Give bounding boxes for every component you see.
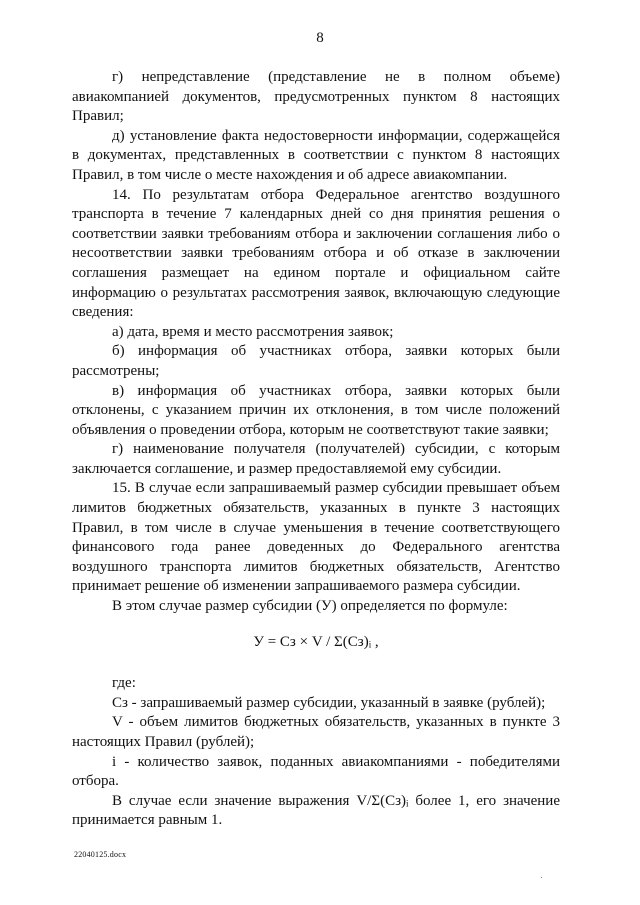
- paragraph-d-inaccuracy: д) установление факта недостоверности информации, содержащейся в документах, представленных в соответствии с пунктом 8 настоящих Правил, в том числе о месте нахождения и об адресе авиакомпании.: [72, 127, 560, 183]
- definition-v: V - объем лимитов бюджетных обязательств, указанных в пункте 3 настоящих Правил (рублей);: [72, 714, 560, 750]
- paragraph-14-selection-results: 14. По результатам отбора Федеральное агентство воздушного транспорта в течение 7 календарных дней со дня принятия решения о соответствии заявки требованиям отбора и заключении соглашения либо о несоответствии заявки требованиям отбора и об отказе в заключении соглашения размещает на едином портале и официальном сайте информацию о результатах рассмотрения заявок, включающую следующие сведения:: [72, 186, 560, 321]
- list-item-a: а) дата, время и место рассмотрения заявок;: [112, 323, 394, 340]
- definition-i: i - количество заявок, поданных авиакомпаниями - победителями отбора.: [72, 753, 560, 790]
- paragraph-15-limits: 15. В случае если запрашиваемый размер субсидии превышает объем лимитов бюджетных обязательств, указанных в пункте 3 настоящих Правил, в том числе в случае уменьшения в течение соответствующего финансового года ранее доведенных до Федерального агентства воздушного транспорта лимитов бюджетных обязательств, Агентство принимает решение об изменении запрашиваемого размера субсидии.: [72, 480, 560, 595]
- page-number: 8: [316, 30, 324, 46]
- list-item-v: в) информация об участниках отбора, заявки которых были отклонены, с указанием причин их отклонения, в том числе положений объявления о проведении отбора, которым не соответствуют такие заявки;: [72, 382, 560, 438]
- paragraph-closing-rule: В случае если значение выражения V/Σ(Сз)ᵢ более 1, его значение принимается равным 1.: [72, 792, 560, 829]
- list-item-g: г) наименование получателя (получателей) субсидии, с которым заключается соглашение, и размер предоставляемой ему субсидии.: [72, 441, 560, 477]
- footer-file-code: 22040125.docx: [74, 850, 127, 859]
- scan-dot: [541, 877, 542, 878]
- where-label: где:: [112, 675, 136, 692]
- paragraph-formula-intro: В этом случае размер субсидии (У) определяется по формуле:: [112, 598, 508, 615]
- definition-sz: Сз - запрашиваемый размер субсидии, указанный в заявке (рублей);: [112, 694, 546, 711]
- list-item-b: б) информация об участниках отбора, заявки которых были рассмотрены;: [72, 343, 560, 379]
- subsidy-formula: У = Сз × V / Σ(Сз)ᵢ ,: [253, 633, 379, 650]
- paragraph-g-nonsubmission: г) непредставление (представление не в полном объеме) авиакомпанией документов, предусмотренных пунктом 8 настоящих Правил;: [72, 69, 560, 125]
- document-body: [72, 68, 560, 831]
